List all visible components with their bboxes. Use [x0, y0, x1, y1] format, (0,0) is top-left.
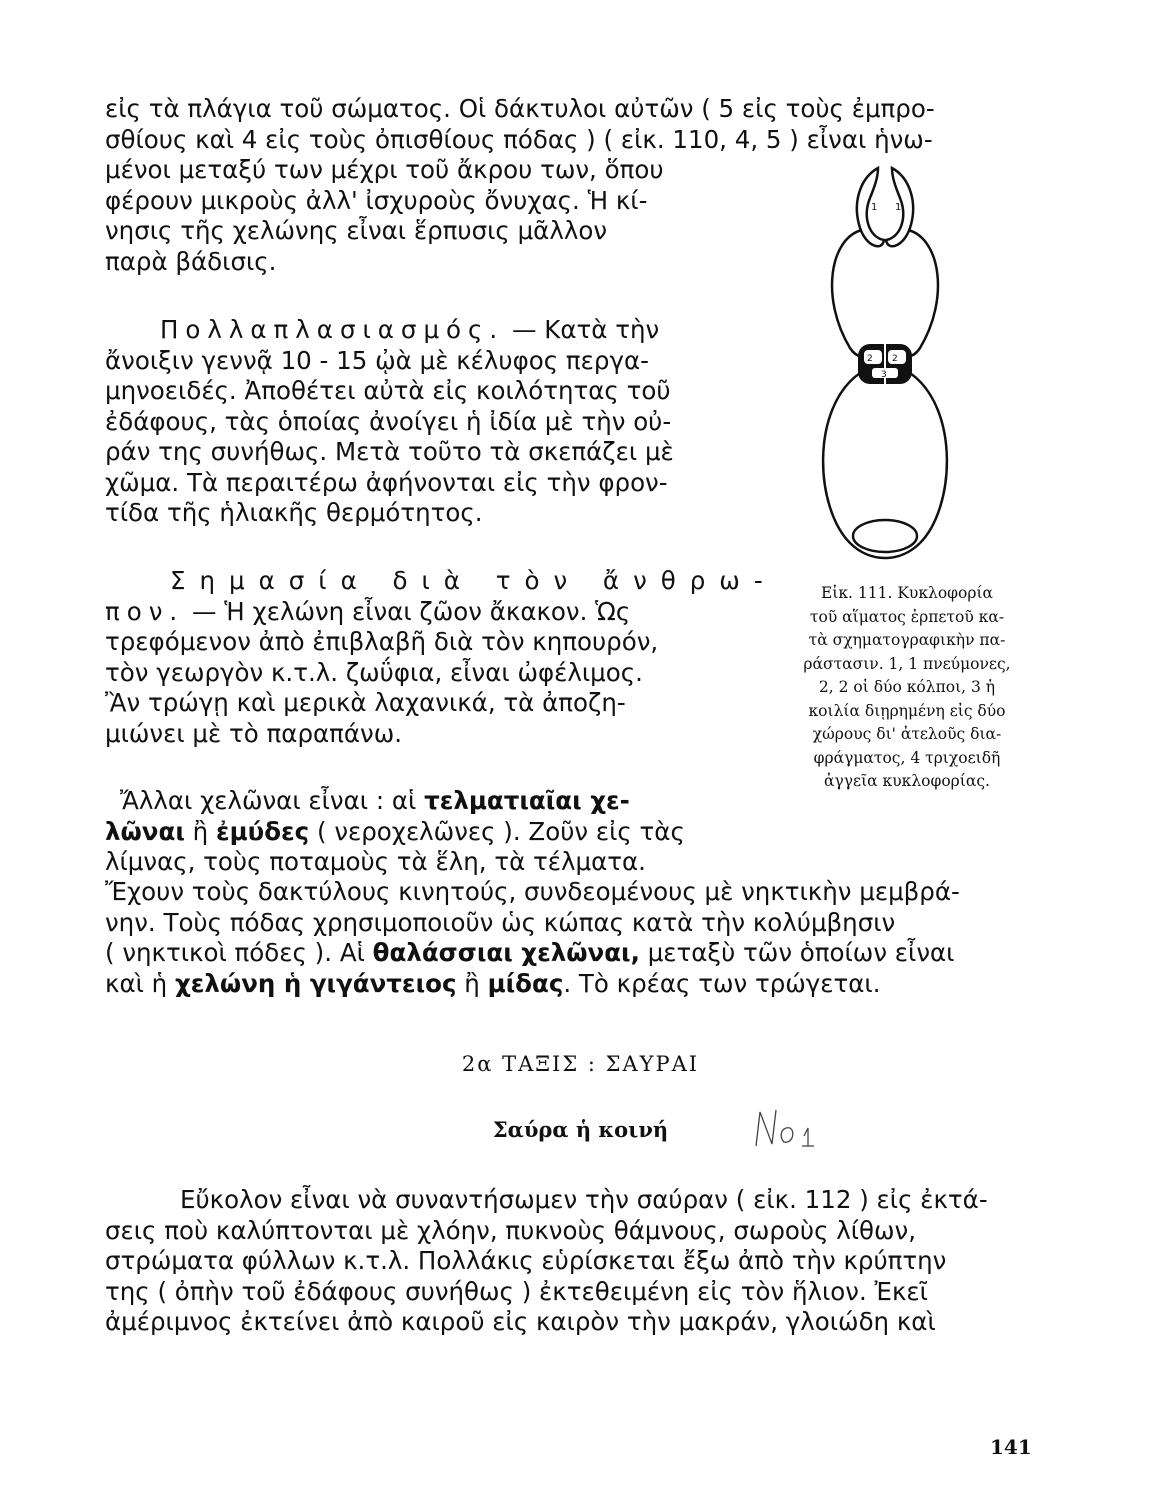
text-line: σθίους καὶ 4 εἰς τοὺς ὀπισθίους πόδας ) ( εἰκ. 110, 4, 5 ) εἶναι ἡνω-: [105, 124, 933, 154]
systemic-vessel-left: [823, 373, 920, 558]
text-line: λῶναι ἢ ἐμύδες ( νεροχελῶνες ). Ζοῦν εἰς τὰς: [105, 816, 685, 846]
section-title: 2α ΤΑΞΙΣ : ΣΑΥΡΑΙ: [461, 1052, 700, 1076]
term-marsh-turtles: τελματιαῖαι χε-: [424, 786, 630, 815]
caption-line: χώρους δι' ἀτελοῦς δια-: [812, 725, 1002, 743]
caption-line: τοῦ αἵματος ἑρπετοῦ κα-: [809, 607, 1005, 626]
text-line: τίδα τῆς ἡλιακῆς θερμότητος.: [105, 498, 483, 527]
text-line: μιώνει μὲ τὸ παραπάνω.: [105, 718, 403, 748]
text-line: μηνοειδές. Ἀποθέτει αὐτὰ εἰς κοιλότητας τοῦ: [105, 376, 671, 405]
caption-line: κοιλία διῃρημένη εἰς δύο: [808, 701, 1006, 720]
caption-line: Εἰκ. 111. Κυκλοφορία: [820, 584, 994, 602]
text-line: [105, 597, 755, 628]
figure-label: 2: [892, 354, 898, 364]
text-line: νην. Τοὺς πόδας χρησιμοποιοῦν ὡς κώπας κατὰ τὴν κολύμβησιν: [105, 907, 896, 937]
heading-end: πον.: [105, 596, 185, 626]
paragraph-intro-continued: [105, 155, 755, 277]
systemic-vessel-right: [910, 373, 947, 543]
text-line: καὶ ἡ χελώνη ἡ γιγάντειος ἢ μίδας. Τὸ κρέας των τρώγεται.: [105, 968, 881, 998]
text-line: στρώματα φύλλων κ.τ.λ. Πολλάκις εὑρίσκεται ἔξω ἀπὸ τὴν κρύπτην: [105, 1246, 947, 1275]
paragraph-other-turtles: [105, 786, 755, 878]
text-line: τὸν γεωργὸν κ.τ.λ. ζωΰφια, εἶναι ὠφέλιμος.: [105, 657, 643, 687]
text-line: Ἔχουν τοὺς δακτύλους κινητούς, συνδεομένους μὲ νηκτικὴν μεμβρά-: [105, 877, 960, 906]
text-line: παρὰ βάδισις.: [105, 246, 277, 276]
paragraph-lizard: [105, 1185, 1030, 1338]
text-line: εἰς τὰ πλάγια τοῦ σώματος. Οἱ δάκτυλοι αὐτῶν ( 5 εἰς τοὺς ἐμπρο-: [105, 94, 935, 123]
text-line: φέρουν μικροὺς ἀλλ' ἰσχυροὺς ὄνυχας. Ἡ κί-: [105, 185, 648, 215]
text-line: ράν της συνήθως. Μετὰ τοῦτο τὰ σκεπάζει μὲ: [105, 437, 674, 466]
text-line: [105, 315, 755, 346]
pulmonary-vessel-left: [832, 230, 870, 356]
text-line: ( νηκτικοὶ πόδες ). Αἱ θαλάσσιαι χελῶναι, μεταξὺ τῶν ὁποίων εἶναι: [105, 938, 955, 967]
page-number: 141: [990, 1435, 1032, 1459]
pulmonary-vessel-right: [900, 230, 938, 356]
text-line: Ἄλλαι χελῶναι εἶναι : αἱ τελματιαῖαι χε-: [120, 786, 630, 815]
text-line: τρεφόμενον ἀπὸ ἐπιβλαβῆ διὰ τὸν κηπουρόν,: [105, 627, 659, 656]
term-sea-turtles: θαλάσσιαι χελῶναι,: [372, 938, 640, 967]
figure-label: 2: [867, 354, 873, 364]
text-line: ἀμέριμνος ἐκτείνει ἀπὸ καιροῦ εἰς καιρὸν τὴν μακράν, γλοιώδη καὶ: [105, 1307, 936, 1336]
caption-line: 2, 2 οἱ δύο κόλποι, 3 ἡ: [818, 678, 996, 696]
paragraph-other-turtles-continued: [105, 877, 1030, 999]
paragraph-reproduction: [105, 315, 755, 529]
text-line: νησις τῆς χελώνης εἶναι ἕρπυσις μᾶλλον: [105, 216, 607, 245]
text-line: ἄνοιξιν γεννᾷ 10 - 15 ᾠὰ μὲ κέλυφος περγα-: [105, 345, 649, 375]
term-giant-turtle: χελώνη ἡ γιγάντειος: [174, 968, 457, 998]
caption-line: φράγματος, 4 τριχοειδῆ: [813, 748, 1001, 767]
text-line: μένοι μεταξύ των μέχρι τοῦ ἄκρου των, ὅπου: [105, 155, 664, 184]
text-line: Ἂν τρώγῃ καὶ μερικὰ λαχανικά, τὰ ἀποζη-: [105, 688, 626, 717]
caption-line: ἀγγεῖα κυκλοφορίας.: [824, 772, 990, 790]
text-line: ἐδάφους, τὰς ὁποίας ἀνοίγει ἡ ἰδία μὲ τὴν οὐ-: [105, 406, 672, 436]
heading-continuation: — Κατὰ τὴν: [512, 315, 660, 344]
term-emydes: ἐμύδες: [215, 816, 310, 846]
handwritten-note: [752, 1106, 822, 1152]
figure-label: 3: [881, 370, 887, 380]
caption-line: τὰ σχηματογραφικὴν πα-: [808, 631, 1006, 649]
section-subtitle: Σαύρα ἡ κοινή: [492, 1117, 669, 1142]
paragraph-importance: [105, 566, 777, 749]
figure-label: 1: [895, 202, 902, 213]
term-midas: μίδας: [487, 968, 564, 998]
text-line: χῶμα. Τὰ περαιτέρω ἀφήνονται εἰς τὴν φρον-: [105, 467, 668, 497]
circulation-diagram-figure: [800, 148, 970, 588]
paragraph-intro: [105, 94, 1030, 155]
text-line: λίμνας, τοὺς ποταμοὺς τὰ ἕλη, τὰ τέλματα.: [105, 847, 646, 876]
text-line: Εὔκολον εἶναι νὰ συναντήσωμεν τὴν σαύραν ( εἰκ. 112 ) εἰς ἐκτά-: [180, 1185, 988, 1214]
figure-label: 1: [871, 202, 878, 213]
text-line: σεις ποὺ καλύπτονται μὲ χλόην, πυκνοὺς θάμνους, σωροὺς λίθων,: [105, 1215, 917, 1245]
figure-caption: [776, 582, 1038, 794]
caption-line: ράστασιν. 1, 1 πνεύμονες,: [803, 654, 1011, 673]
capillary-network: [853, 520, 917, 552]
heading-continuation: — Ἡ χελώνη εἶναι ζῶον ἄκακον. Ὡς: [192, 596, 631, 626]
text-line: της ( ὀπὴν τοῦ ἐδάφους συνήθως ) ἐκτεθειμένη εἰς τὸν ἥλιον. Ἐκεῖ: [105, 1276, 928, 1306]
section-heading-reproduction: Πολλαπλασιασμός.: [160, 315, 505, 344]
section-heading-importance: Σημασία διὰ τὸν ἄνθρω-: [170, 566, 777, 595]
